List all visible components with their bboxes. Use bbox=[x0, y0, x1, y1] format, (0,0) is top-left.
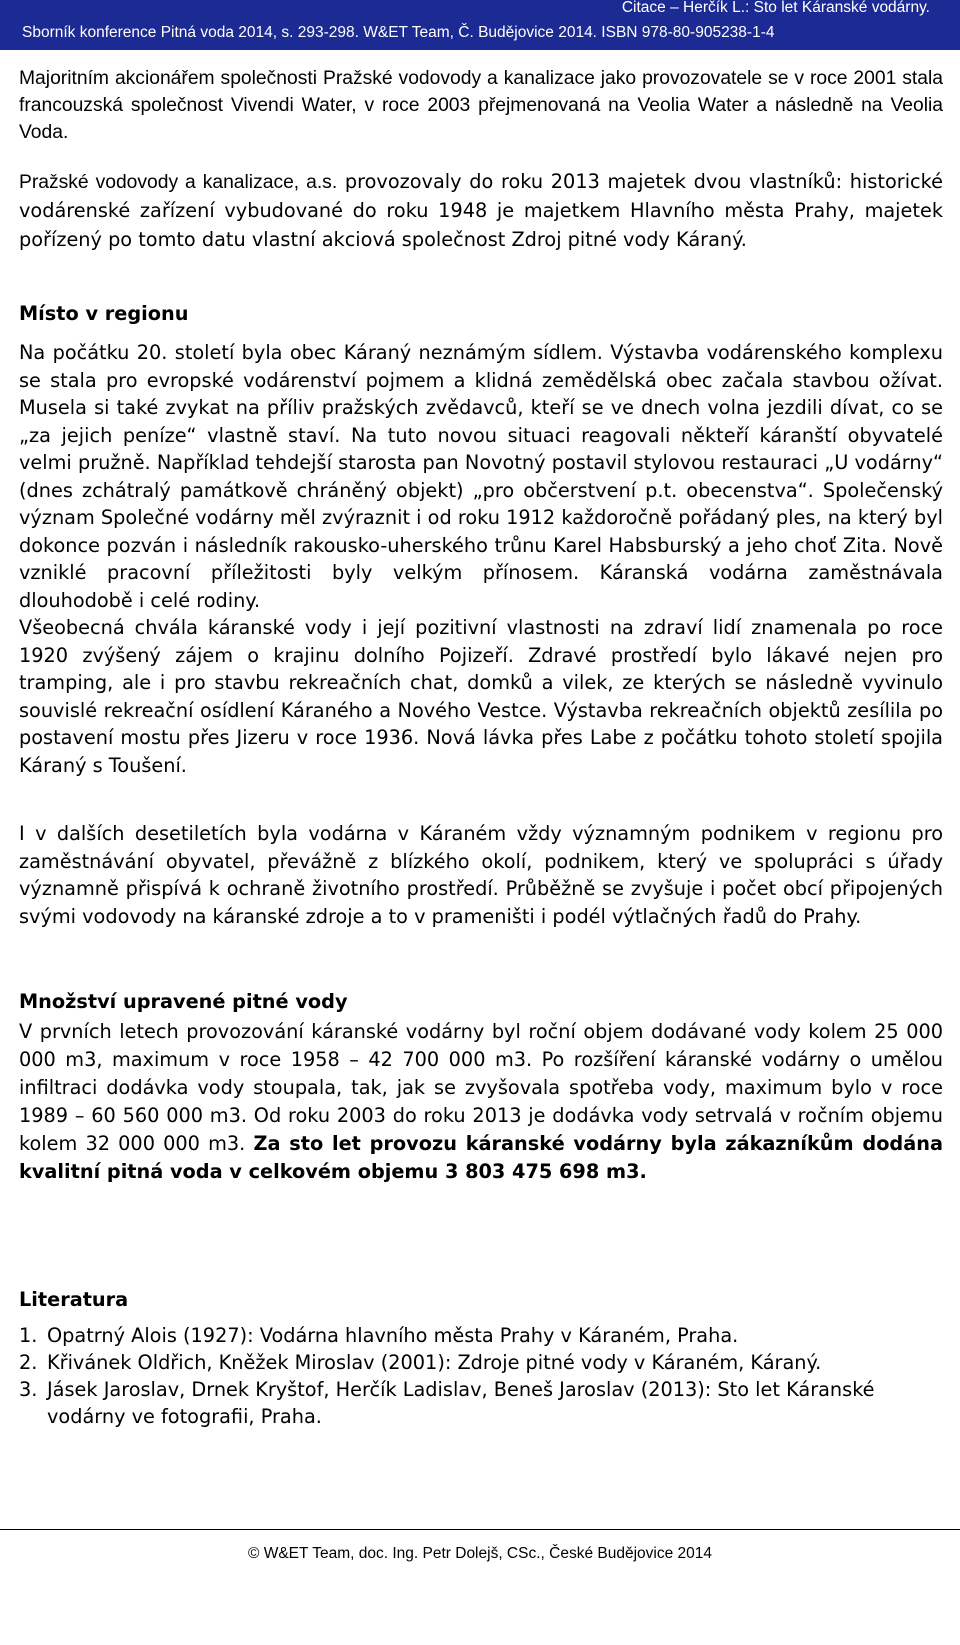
reference-list bbox=[19, 1322, 943, 1430]
reference-text: Opatrný Alois (1927): Vodárna hlavního města Prahy v Káraném, Praha. bbox=[47, 1324, 739, 1347]
citation-header bbox=[0, 0, 960, 50]
region-paragraph-3: I v dalších desetiletích byla vodárna v Káraném vždy významným podnikem v regionu pro zaměstnávání obyvatel, převážně z blízkého okolí, podnikem, který ve spolupráci s úřady významně přispívá k ochraně životního prostředí. Průběžně se zvyšuje i počet obcí připojených svými vodovody na káranské zdroje a to v prameništi i podél výtlačných řadů do Prahy. bbox=[19, 822, 943, 928]
source-line: Sborník konference Pitná voda 2014, s. 293-298. W&ET Team, Č. Budějovice 2014. ISBN 978-80-905238-1-4 bbox=[22, 24, 775, 41]
company-name: Pražské vodovody a kanalizace, a.s. bbox=[19, 172, 338, 193]
intro-paragraph-2 bbox=[19, 168, 943, 255]
quantity-emphasis: Za sto let provozu káranské vodárny byla zákazníkům dodána kvalitní pitná voda v celkovém objemu 3 803 475 698 m3. bbox=[19, 1132, 943, 1183]
reference-item bbox=[19, 1376, 943, 1430]
reference-number: 1. bbox=[19, 1324, 38, 1347]
region-paragraph-1: Na počátku 20. století byla obec Káraný neznámým sídlem. Výstavba vodárenského komplexu se stala pro evropské vodárenství pojmem a klidná zemědělská obec začala stavbou ožívat. Musela si také zvykat na příliv pražských zvědavců, kteří se ve dnech volna jezdili dívat, co se „za jejich peníze“ vlastně staví. Na tuto novou situaci reagovali někteří káranští obyvatelé velmi pružně. Například tehdejší starosta pan Novotný postavil stylovou restauraci „U vodárny“ (dnes zchátralý památkově chráněný objekt) „pro občerstvení p.t. obecenstva“. Společenský význam Společné vodárny měl zvýraznit i od roku 1912 každoročně pořádaný ples, na který byl dokonce pozván i následník rakousko-uherského trůnu Karel Habsburský a jeho choť Zita. Nově vzniklé pracovní příležitosti byly velkým přínosem. Káranská vodárna zaměstnávala dlouhodobě i celé rodiny. bbox=[19, 341, 943, 612]
quantity-text: V prvních letech provozování káranské vodárny byl roční objem dodávané vody kolem 25 000 000 m3, maximum v roce 1958 – 42 700 000 m3. Po rozšíření káranské vodárny o umělou infiltraci dodávka vody stoupala, tak, jak se zvyšovala spotřeba vody, maximum bylo v roce 1989 – 60 560 000 m3. Od roku 2003 do roku 2013 je dodávka vody setrvalá v ročním objemu kolem 32 000 000 m3. bbox=[19, 1020, 943, 1155]
region-section bbox=[19, 339, 943, 779]
reference-text: Křivánek Oldřich, Kněžek Miroslav (2001): Zdroje pitné vody v Káraném, Káraný. bbox=[47, 1351, 822, 1374]
region-paragraph-2: Všeobecná chvála káranské vody i její pozitivní vlastnosti na zdraví lidí znamenala po roce 1920 zvýšený zájem o krajinu dolního Pojizeří. Zdravé prostředí bylo lákavé nejen pro tramping, ale i pro stavbu rekreačních chat, domků a vilek, ze kterých se následně vyvinulo souvislé rekreační osídlení Káraného a Nového Vestce. Výstavba rekreačních objektů zesílila po postavení mostu přes Jizeru v roce 1936. Nová lávka přes Labe z počátku tohoto století spojila Káraný s Toušení. bbox=[19, 616, 943, 777]
reference-number: 2. bbox=[19, 1351, 38, 1374]
citation-line: Citace – Herčík L.: Sto let Káranské vodárny. bbox=[621, 0, 930, 16]
footer-rule bbox=[0, 1529, 960, 1530]
reference-item bbox=[19, 1349, 943, 1376]
region-heading: Místo v regionu bbox=[19, 302, 189, 325]
literature-heading: Literatura bbox=[19, 1288, 129, 1311]
intro-paragraph-2-text: provozovaly do roku 2013 majetek dvou vlastníků: historické vodárenské zařízení vybudované do roku 1948 je majetkem Hlavního města Prahy, majetek pořízený po tomto datu vlastní akciová společnost Zdroj pitné vody Káraný. bbox=[19, 170, 943, 251]
footer-copyright: © W&ET Team, doc. Ing. Petr Dolejš, CSc., České Budějovice 2014 bbox=[247, 1545, 712, 1562]
quantity-paragraph bbox=[19, 1018, 943, 1186]
reference-item bbox=[19, 1322, 943, 1349]
reference-text: Jásek Jaroslav, Drnek Kryštof, Herčík Ladislav, Beneš Jaroslav (2013): Sto let Káranské vodárny ve fotografii, Praha. bbox=[47, 1378, 875, 1428]
quantity-heading: Množství upravené pitné vody bbox=[19, 990, 348, 1013]
reference-number: 3. bbox=[19, 1378, 38, 1401]
intro-paragraph-1: Majoritním akcionářem společnosti Pražské vodovody a kanalizace jako provozovatele se v roce 2001 stala francouzská společnost Vivendi Water, v roce 2003 přejmenovaná na Veolia Water a následně na Veolia Voda. bbox=[19, 68, 943, 143]
